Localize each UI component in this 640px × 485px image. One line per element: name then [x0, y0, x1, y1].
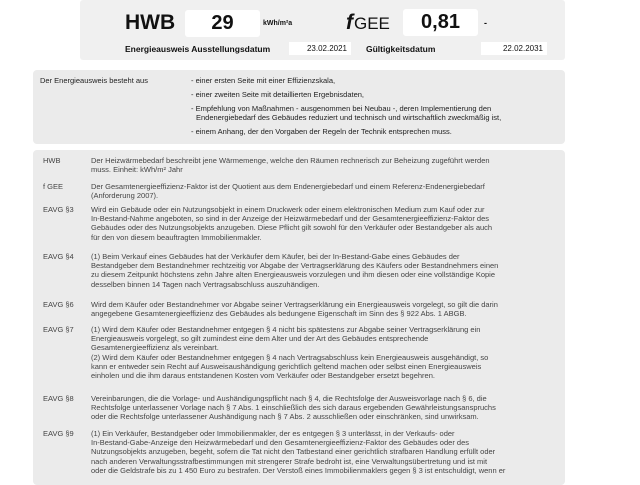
definition-line: In-Bestand-Nahme angeboten, so sind in der Anzeige der Heizwärmebedarf und der Gesamtenergieeffizienz-Faktor des [91, 214, 490, 224]
definition-line: Wird dem Käufer oder Bestandnehmer vor Abgabe seiner Vertragserklärung ein Energieausweis vorgelegt, so gilt die darin [91, 300, 498, 309]
composition-item: - Empfehlung von Maßnahmen - ausgenommen bei Neubau -, deren Implementierung den [191, 104, 492, 113]
composition-item: - einer ersten Seite mit einer Effizienzskala, [191, 76, 336, 85]
definition-key: EAVG §3 [43, 205, 74, 214]
definition-text [91, 156, 555, 174]
fgee-value: 0,81 [403, 9, 478, 36]
definition-text [91, 205, 555, 242]
fgee-label-sub: GEE [354, 14, 390, 33]
definitions-panel [33, 150, 565, 485]
definition-key: EAVG §4 [43, 252, 74, 261]
valid-date-label: Gültigkeitsdatum [366, 44, 436, 54]
issue-date-value: 23.02.2021 [289, 42, 351, 55]
definition-line: nach anderen Verwaltungsstrafbestimmungen mit strengerer Strafe bedroht ist, eine Verwaltungsübertretung und ist mit [91, 456, 488, 466]
definition-line: Nutzungsobjekts anzugeben, begeht, sofern die Tat nicht den Tatbestand einer gerichtlich strafbaren Handlung erfüllt oder [91, 447, 496, 457]
definition-line: (1) Wird dem Käufer oder Bestandnehmer entgegen § 4 nicht bis spätestens zur Abgabe seiner Vertragserklärung ein [91, 325, 481, 334]
definition-key: EAVG §7 [43, 325, 74, 334]
definition-text [91, 429, 555, 475]
composition-label: Der Energieausweis besteht aus [40, 76, 148, 85]
composition-item: - einem Anhang, der den Vorgaben der Regeln der Technik entsprechen muss. [191, 127, 452, 136]
definition-key: EAVG §8 [43, 394, 74, 403]
valid-date-value: 22.02.2031 [481, 42, 547, 55]
definition-line: (1) Ein Verkäufer, Bestandgeber oder Immobilienmakler, der es entgegen § 3 unterlässt, in der Verkaufs- oder [91, 429, 455, 438]
definition-text [91, 325, 555, 380]
hwb-label: HWB [125, 11, 176, 34]
definition-line: oder die Geldstrafe bis zu 1 450 Euro zu bestrafen. Der Verstoß eines Immobilienmaklers gegen § 3 ist entschuldigt, wenn er [91, 465, 506, 475]
fgee-label [346, 11, 390, 35]
definition-line: Vereinbarungen, die die Vorlage- und Aushändigungspflicht nach § 4, die Rechtsfolge der Ausweisvorlage nach § 6, die [91, 394, 487, 403]
definition-line: (2) Wird dem Käufer oder Bestandnehmer entgegen § 4 nach Vertragsabschluss kein Energieausweis ausgehändigt, so [91, 352, 489, 362]
definition-key: EAVG §6 [43, 300, 74, 309]
definition-line: Gesamtenergieeffizienz als vereinbart. [91, 343, 219, 353]
composition-item: - einer zweiten Seite mit detaillierten Ergebnisdaten, [191, 90, 365, 99]
definition-line: muss. Einheit: kWh/m² Jahr [91, 165, 183, 175]
definition-line: Energieausweis vorgelegt, so gilt zumindest eine dem Alter und der Art des Gebäudes entsprechende [91, 334, 429, 344]
definition-key: f GEE [43, 182, 64, 191]
definition-line: für den von diesem beauftragten Immobilienmakler. [91, 232, 262, 242]
definition-text [91, 252, 555, 289]
definition-key: HWB [43, 156, 61, 165]
fgee-label-f: f [346, 11, 353, 34]
fgee-unit: - [484, 18, 487, 28]
definition-line: Bestandgeber dem Bestandnehmer rechtzeitig vor Abgabe der Vertragserklärung des Käufers oder Bestandnehmers einen [91, 261, 499, 271]
definition-line: In-Bestand-Gabe-Anzeige den Heizwärmebedarf und den Gesamtenergieeffizienz-Faktor des Gebäudes oder des [91, 438, 469, 448]
issue-date-label: Energieausweis Ausstellungsdatum [125, 44, 271, 54]
definition-line: Der Gesamtenergieeffizienz-Faktor ist der Quotient aus dem Endenergiebedarf und einem Referenz-Endenergiebedarf [91, 182, 485, 191]
definition-line: (Anforderung 2007). [91, 191, 159, 201]
definition-line: Rechtsfolge unterlassener Vorlage nach § 7 Abs. 1 einschließlich des sich daraus ergebenden Gewährleistungsanspruchs [91, 403, 496, 413]
definition-line: angegebene Gesamtenergieeffizienz des Gebäudes als bedungene Eigenschaft im Sinn des § 922 Abs. 1 ABGB. [91, 309, 467, 319]
definition-line: Der Heizwärmebedarf beschreibt jene Wärmemenge, welche den Räumen rechnerisch zur Beheizung zugeführt werden [91, 156, 490, 165]
definition-line: oder die Rechtsfolge unterlassener Aushändigung nach § 7 Abs. 2 ausschließen oder einschränken, sind unwirksam. [91, 412, 479, 422]
definition-line: desselben binnen 14 Tagen nach Vertragsabschluss auszuhändigen. [91, 279, 320, 289]
definition-key: EAVG §9 [43, 429, 74, 438]
definition-text [91, 182, 555, 200]
composition-item: Endenergiebedarf des Gebäudes reduziert und technisch und wirtschaftlich zweckmäßig ist, [196, 113, 502, 122]
hwb-unit: kWh/m²a [263, 20, 293, 27]
definition-text [91, 300, 555, 318]
definition-line: (1) Beim Verkauf eines Gebäudes hat der Verkäufer dem Käufer, bei der In-Bestand-Gabe eines Gebäudes der [91, 252, 460, 261]
definition-line: Wird ein Gebäude oder ein Nutzungsobjekt in einem Druckwerk oder einem elektronischen Medium zum Kauf oder zur [91, 205, 485, 214]
definition-text [91, 394, 555, 422]
definition-line: Gebäudes oder des Nutzungsobjekts anzugeben. Diese Pflicht gilt sowohl für den Verkäufer oder Bestandgeber als auch [91, 223, 493, 233]
definition-line: zu diesem Zeitpunkt höchstens zehn Jahre alten Energieausweis vorzulegen und ihm diesen oder eine vollständige Kopie [91, 270, 496, 280]
composition-panel [33, 70, 565, 144]
definition-line: einholen und die ihm daraus entstandenen Kosten vom Verkäufer oder Bestandgeber ersetzt begehren. [91, 371, 435, 381]
hwb-value: 29 [185, 10, 260, 37]
definition-line: kann er entweder sein Recht auf Ausweisaushändigung gerichtlich geltend machen oder selbst einen Energieausweis [91, 361, 482, 371]
